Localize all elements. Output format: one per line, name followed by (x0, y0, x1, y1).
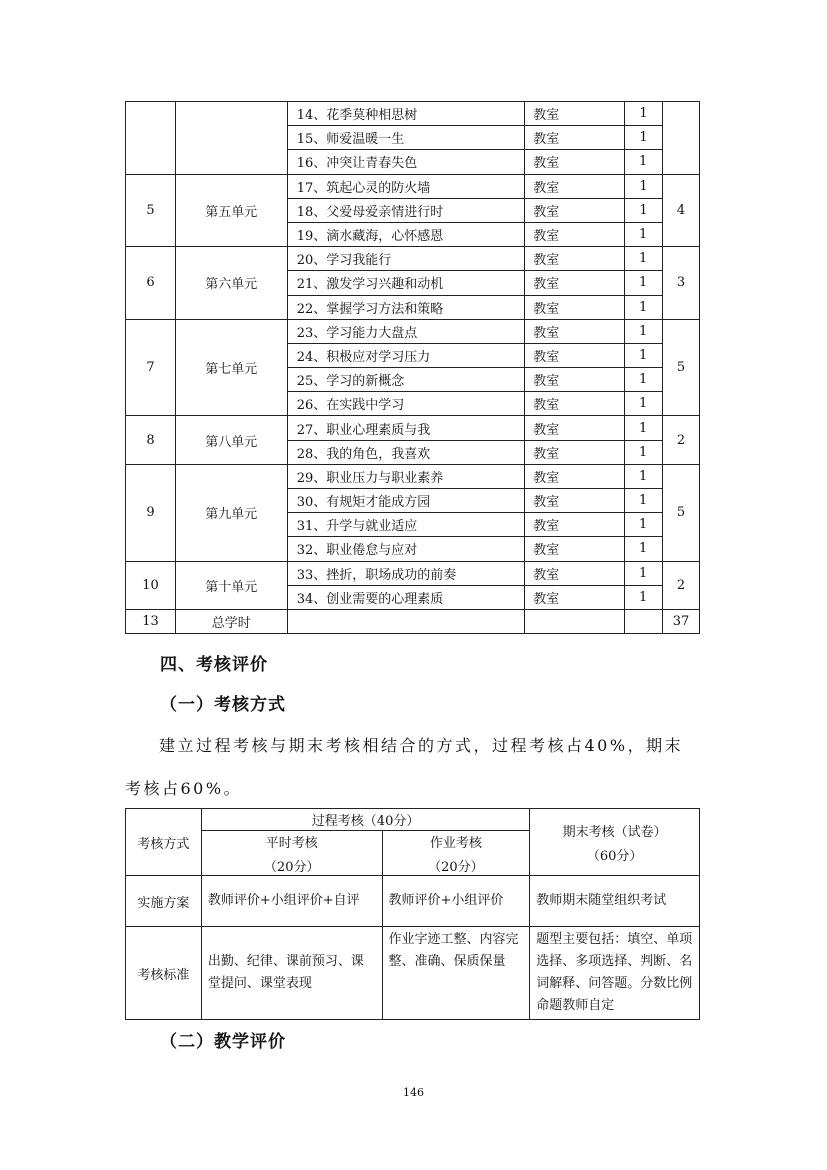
unit-total-hours-cell: 5 (663, 319, 700, 416)
standard-label-cell: 考核标准 (126, 927, 202, 1020)
unit-number-cell: 9 (126, 464, 176, 561)
unit-number-cell: 7 (126, 319, 176, 416)
lesson-title-cell: 15、师爱温暖一生 (287, 126, 525, 150)
location-cell: 教室 (525, 126, 625, 150)
unit-name-cell (175, 102, 287, 175)
hours-cell: 1 (625, 295, 663, 319)
summary-total-cell: 37 (663, 609, 700, 633)
lesson-title-cell: 34、创业需要的心理素质 (287, 585, 525, 609)
location-cell: 教室 (525, 102, 625, 126)
hours-cell: 1 (625, 464, 663, 488)
summary-number-cell: 13 (126, 609, 176, 633)
lesson-title-cell: 26、在实践中学习 (287, 392, 525, 416)
unit-number-cell: 6 (126, 247, 176, 320)
hours-cell: 1 (625, 271, 663, 295)
daily-header-line-2: （20分） (263, 859, 320, 875)
unit-name-cell: 第五单元 (175, 174, 287, 247)
location-cell: 教室 (525, 247, 625, 271)
lesson-title-cell: 32、职业倦怠与应对 (287, 537, 525, 561)
hours-cell: 1 (625, 247, 663, 271)
subsection-heading-assessment-method: （一）考核方式 (160, 695, 286, 715)
summary-empty-cell (525, 609, 625, 633)
daily-header-line-1: 平时考核 (265, 835, 318, 851)
location-cell: 教室 (525, 295, 625, 319)
standard-homework-cell: 作业字迹工整、内容完整、准确、保质保量 (382, 927, 530, 1020)
lesson-title-cell: 33、挫折，职场成功的前奏 (287, 561, 525, 585)
table-row (126, 102, 700, 126)
standard-daily-cell: 出勤、纪律、课前预习、课堂提问、课堂表现 (201, 927, 382, 1020)
unit-name-cell: 第十单元 (175, 561, 287, 609)
course-schedule-table (125, 101, 700, 634)
summary-row (126, 609, 700, 633)
hours-cell: 1 (625, 319, 663, 343)
plan-homework-cell: 教师评价+小组评价 (382, 876, 530, 927)
lesson-title-cell: 23、学习能力大盘点 (287, 319, 525, 343)
hours-cell: 1 (625, 561, 663, 585)
unit-number-cell: 8 (126, 416, 176, 464)
lesson-title-cell: 31、升学与就业适应 (287, 513, 525, 537)
paragraph-line-1: 建立过程考核与期末考核相结合的方式，过程考核占40%，期末 (159, 736, 684, 755)
lesson-title-cell: 17、筑起心灵的防火墙 (287, 174, 525, 198)
hours-cell: 1 (625, 174, 663, 198)
location-cell: 教室 (525, 561, 625, 585)
unit-total-hours-cell: 4 (663, 174, 700, 247)
lesson-title-cell: 18、父爱母爱亲情进行时 (287, 198, 525, 222)
lesson-title-cell: 29、职业压力与职业素养 (287, 464, 525, 488)
location-cell: 教室 (525, 222, 625, 246)
hours-cell: 1 (625, 585, 663, 609)
standard-final-cell: 题型主要包括：填空、单项选择、多项选择、判断、名词解释、问答题。分数比例命题教师自定 (530, 927, 700, 1020)
paragraph-line-2: 考核占60%。 (125, 779, 243, 798)
location-cell: 教室 (525, 537, 625, 561)
unit-total-hours-cell: 2 (663, 561, 700, 609)
unit-total-hours-cell: 3 (663, 247, 700, 320)
location-cell: 教室 (525, 368, 625, 392)
page-number: 146 (403, 1086, 424, 1099)
lesson-title-cell: 16、冲突让青春失色 (287, 150, 525, 174)
location-cell: 教室 (525, 319, 625, 343)
hours-cell: 1 (625, 368, 663, 392)
hours-cell: 1 (625, 513, 663, 537)
location-cell: 教室 (525, 513, 625, 537)
homework-header-line-1: 作业考核 (429, 835, 482, 851)
unit-number-cell: 10 (126, 561, 176, 609)
lesson-title-cell: 20、学习我能行 (287, 247, 525, 271)
unit-number-cell (126, 102, 176, 175)
hours-cell: 1 (625, 102, 663, 126)
lesson-title-cell: 27、职业心理素质与我 (287, 416, 525, 440)
unit-name-cell: 第九单元 (175, 464, 287, 561)
summary-label-cell: 总学时 (175, 609, 287, 633)
daily-header-cell (201, 831, 382, 876)
plan-final-cell: 教师期末随堂组织考试 (530, 876, 700, 927)
lesson-title-cell: 30、有规矩才能成方园 (287, 489, 525, 513)
hours-cell: 1 (625, 126, 663, 150)
table-row (126, 319, 700, 343)
subsection-heading-teaching-evaluation: （二）教学评价 (160, 1032, 286, 1052)
unit-total-hours-cell: 5 (663, 464, 700, 561)
lesson-title-cell: 14、花季莫种相思树 (287, 102, 525, 126)
assessment-table (125, 808, 700, 1020)
location-cell: 教室 (525, 440, 625, 464)
summary-empty-cell (287, 609, 525, 633)
hours-cell: 1 (625, 489, 663, 513)
hours-cell: 1 (625, 343, 663, 367)
table-row (126, 416, 700, 440)
table-row (126, 247, 700, 271)
location-cell: 教室 (525, 150, 625, 174)
method-label-cell: 考核方式 (126, 809, 202, 876)
location-cell: 教室 (525, 464, 625, 488)
unit-name-cell: 第八单元 (175, 416, 287, 464)
final-header-cell (530, 809, 700, 876)
hours-cell: 1 (625, 392, 663, 416)
location-cell: 教室 (525, 343, 625, 367)
process-header-cell: 过程考核（40分） (201, 809, 529, 831)
lesson-title-cell: 28、我的角色，我喜欢 (287, 440, 525, 464)
location-cell: 教室 (525, 271, 625, 295)
lesson-title-cell: 21、激发学习兴趣和动机 (287, 271, 525, 295)
location-cell: 教室 (525, 416, 625, 440)
lesson-title-cell: 19、滴水藏海，心怀感恩 (287, 222, 525, 246)
plan-daily-cell: 教师评价+小组评价+自评 (201, 876, 382, 927)
hours-cell: 1 (625, 150, 663, 174)
location-cell: 教室 (525, 489, 625, 513)
hours-cell: 1 (625, 440, 663, 464)
homework-header-line-2: （20分） (428, 859, 484, 875)
location-cell: 教室 (525, 174, 625, 198)
lesson-title-cell: 24、积极应对学习压力 (287, 343, 525, 367)
hours-cell: 1 (625, 537, 663, 561)
final-header-line-1: 期末考核（试卷） (562, 824, 667, 840)
unit-total-hours-cell: 2 (663, 416, 700, 464)
hours-cell: 1 (625, 416, 663, 440)
unit-total-hours-cell (663, 102, 700, 175)
table-row (126, 464, 700, 488)
location-cell: 教室 (525, 392, 625, 416)
final-header-line-2: （60分） (586, 848, 643, 864)
table-row (126, 561, 700, 585)
location-cell: 教室 (525, 198, 625, 222)
unit-name-cell: 第七单元 (175, 319, 287, 416)
location-cell: 教室 (525, 585, 625, 609)
unit-name-cell: 第六单元 (175, 247, 287, 320)
summary-empty-cell (625, 609, 663, 633)
table-row (126, 174, 700, 198)
hours-cell: 1 (625, 222, 663, 246)
unit-number-cell: 5 (126, 174, 176, 247)
lesson-title-cell: 25、学习的新概念 (287, 368, 525, 392)
plan-label-cell: 实施方案 (126, 876, 202, 927)
hours-cell: 1 (625, 198, 663, 222)
lesson-title-cell: 22、掌握学习方法和策略 (287, 295, 525, 319)
homework-header-cell (382, 831, 530, 876)
section-heading: 四、考核评价 (160, 655, 268, 675)
